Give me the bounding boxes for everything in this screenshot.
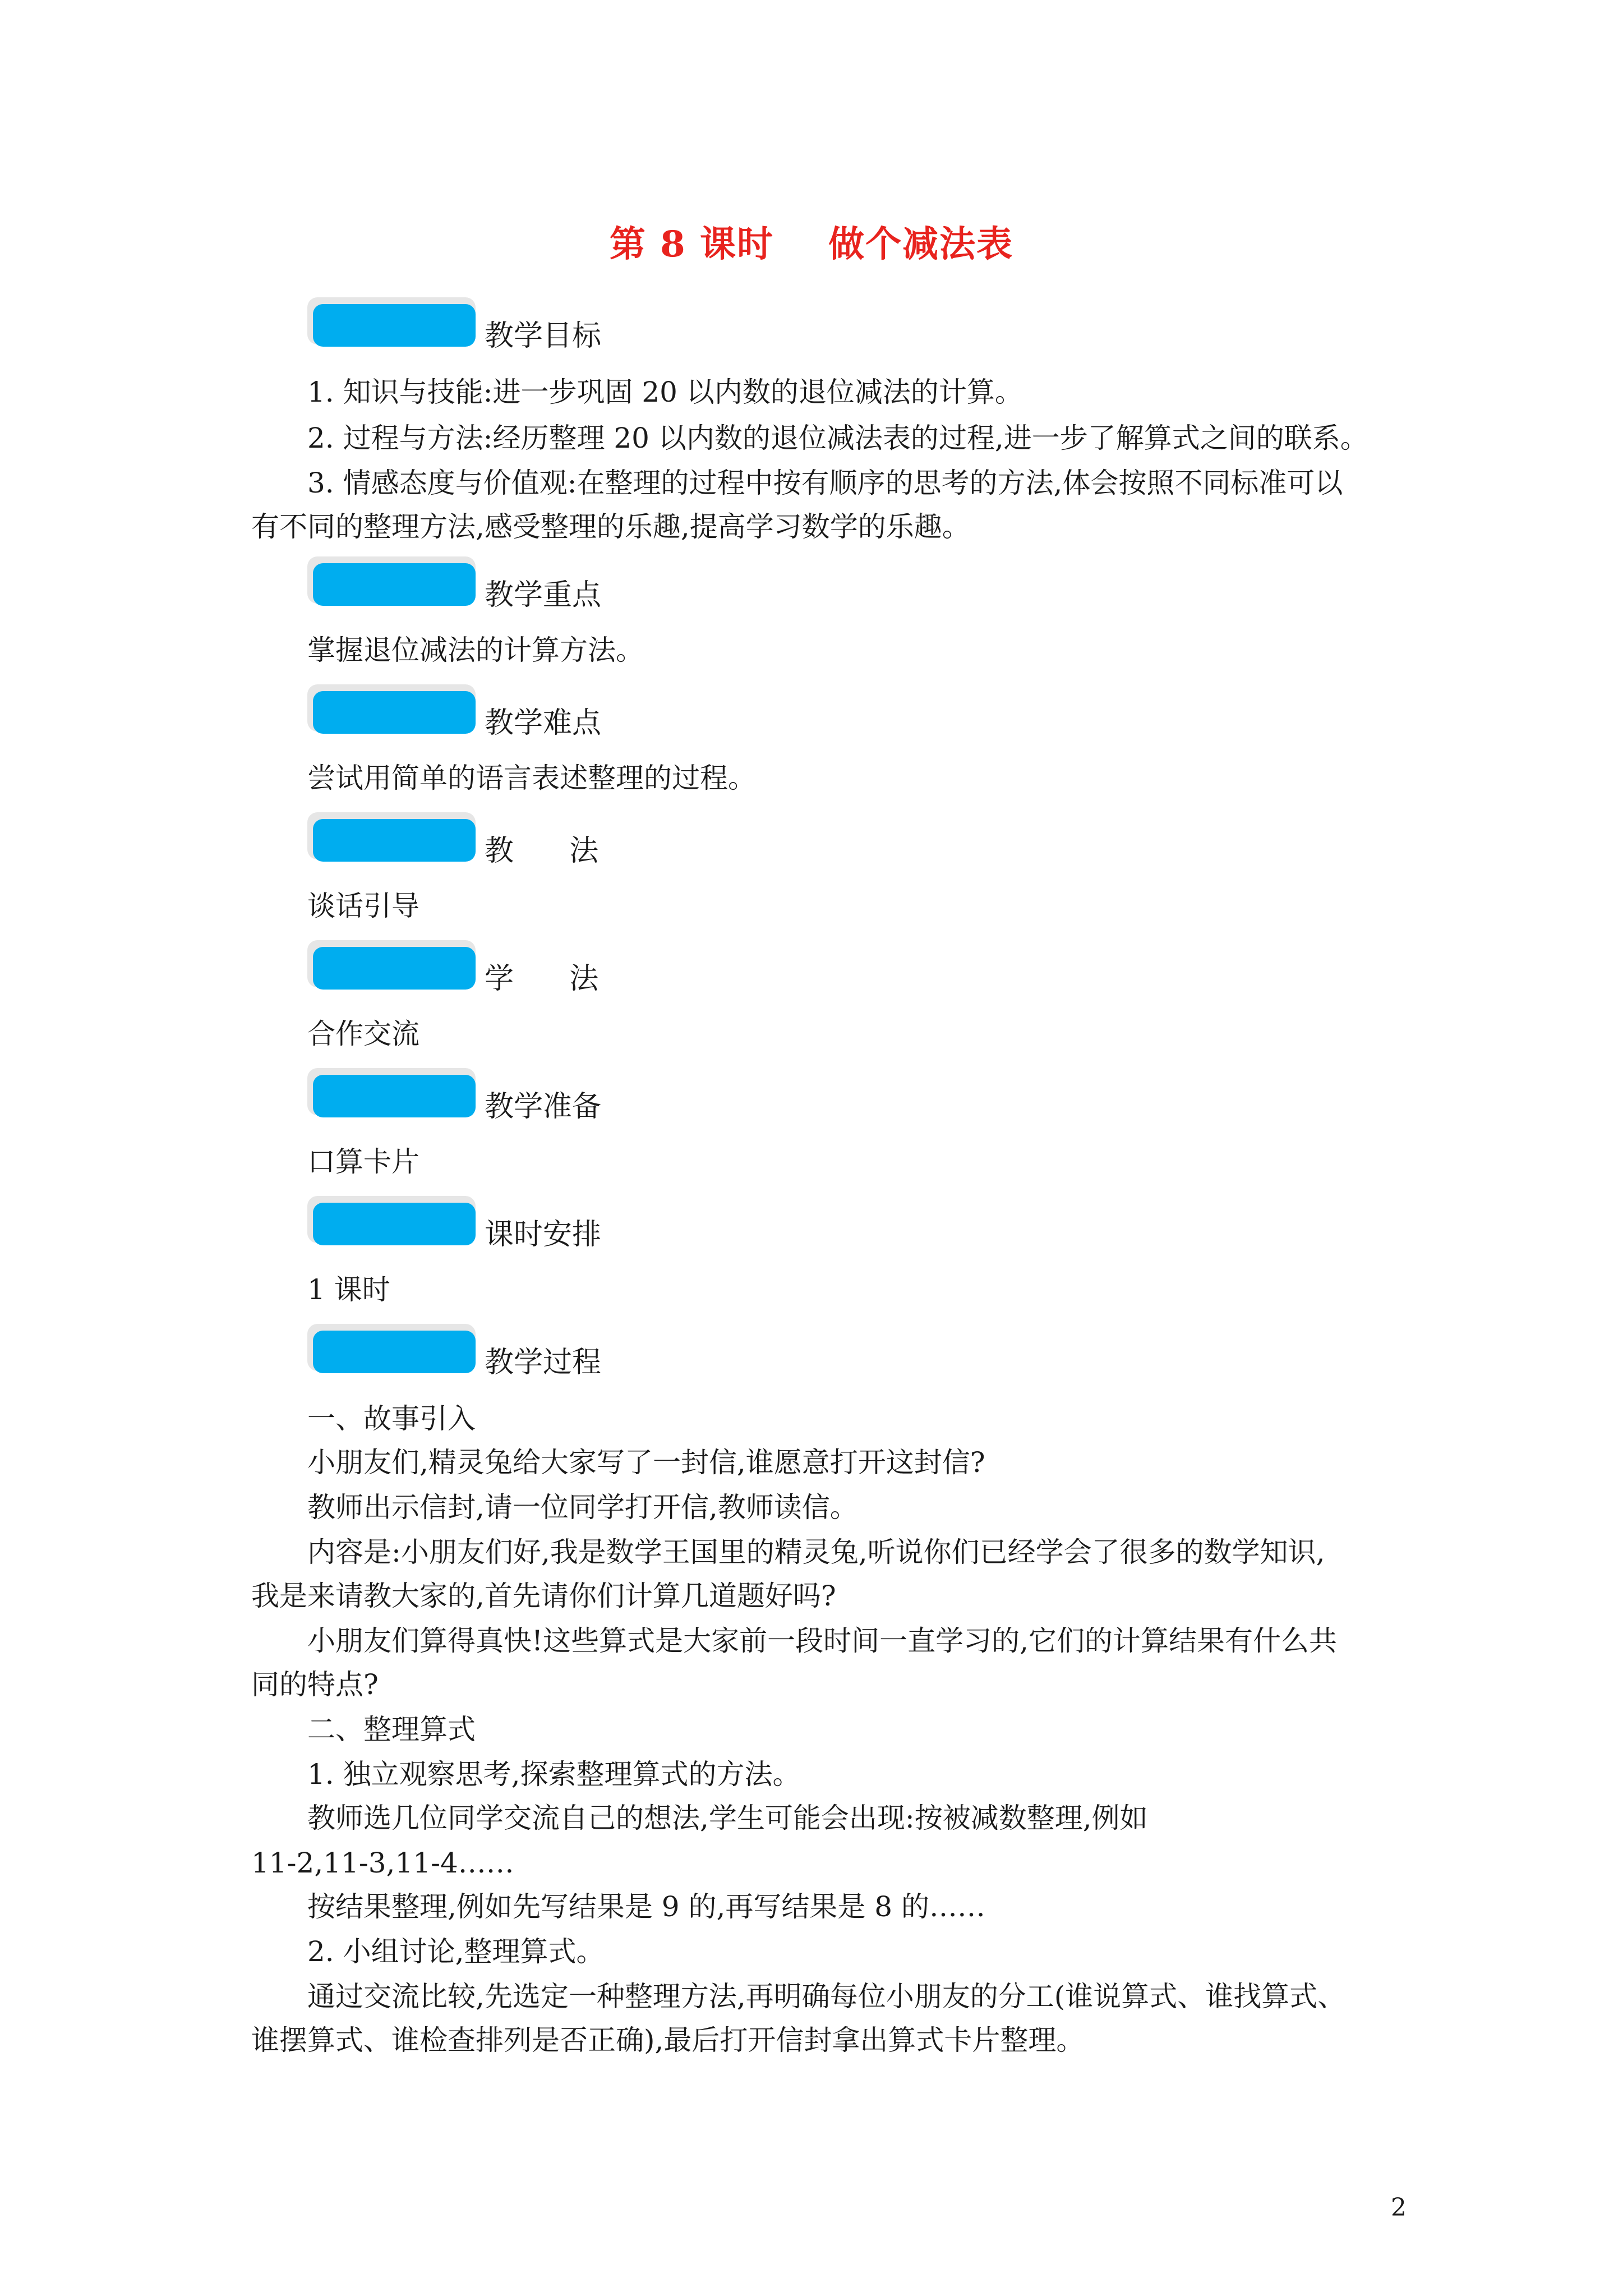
section-header-difficulties bbox=[307, 684, 644, 752]
process-line: 教师选几位同学交流自己的想法,学生可能会出现:按被减数整理,例如 bbox=[307, 1802, 1148, 1834]
section-tag bbox=[307, 297, 476, 344]
process-line: 11-2,11-3,11-4…… bbox=[251, 1847, 514, 1879]
section-tag bbox=[307, 1196, 476, 1243]
learning-method-text: 合作交流 bbox=[307, 1018, 419, 1050]
process-line: 内容是:小朋友们好,我是数学王国里的精灵兔,听说你们已经学会了很多的数学知识, bbox=[307, 1536, 1325, 1568]
section-header-learning-method bbox=[307, 940, 644, 1007]
section-label: 教学过程 bbox=[485, 1346, 602, 1379]
schedule-text: 1 课时 bbox=[307, 1273, 390, 1306]
process-line: 通过交流比较,先选定一种整理方法,再明确每位小朋友的分工(谁说算式、谁找算式、 bbox=[307, 1980, 1346, 2013]
section-tag bbox=[307, 812, 476, 859]
process-line: 按结果整理,例如先写结果是 9 的,再写结果是 8 的…… bbox=[307, 1890, 985, 1923]
section-label: 教学准备 bbox=[485, 1090, 602, 1124]
page-title: 第 8 课时 做个减法表 bbox=[609, 223, 1014, 265]
teaching-method-text: 谈话引导 bbox=[307, 890, 419, 922]
process-line: 一、故事引入 bbox=[307, 1402, 476, 1435]
section-header-key-points bbox=[307, 556, 644, 624]
section-tag bbox=[307, 1324, 476, 1371]
difficulties-text: 尝试用简单的语言表述整理的过程。 bbox=[307, 762, 756, 794]
process-line: 小朋友们算得真快!这些算式是大家前一段时间一直学习的,它们的计算结果有什么共 bbox=[307, 1625, 1337, 1657]
section-label: 课时安排 bbox=[485, 1218, 602, 1251]
section-header-preparation bbox=[307, 1068, 644, 1135]
section-tag bbox=[307, 940, 476, 987]
section-header-schedule bbox=[307, 1196, 644, 1263]
process-line: 小朋友们,精灵兔给大家写了一封信,谁愿意打开这封信? bbox=[307, 1446, 985, 1479]
section-header-process bbox=[307, 1324, 644, 1391]
section-label: 教学重点 bbox=[485, 578, 602, 612]
objective-item: 有不同的整理方法,感受整理的乐趣,提高学习数学的乐趣。 bbox=[251, 510, 970, 543]
section-label: 教学难点 bbox=[485, 706, 602, 740]
objective-item: 2. 过程与方法:经历整理 20 以内数的退位减法表的过程,进一步了解算式之间的联系。 bbox=[307, 422, 1368, 454]
section-tag bbox=[307, 1068, 476, 1115]
process-line: 二、整理算式 bbox=[307, 1713, 476, 1746]
section-label: 学 法 bbox=[485, 962, 599, 996]
process-line: 我是来请教大家的,首先请你们计算几道题好吗? bbox=[251, 1580, 836, 1612]
preparation-text: 口算卡片 bbox=[307, 1145, 419, 1178]
process-line: 谁摆算式、谁检查排列是否正确),最后打开信封拿出算式卡片整理。 bbox=[251, 2024, 1085, 2056]
section-header-teaching-method bbox=[307, 812, 644, 880]
page-number: 2 bbox=[1391, 2193, 1407, 2222]
section-label: 教学目标 bbox=[485, 319, 602, 353]
section-header-objectives bbox=[307, 297, 644, 365]
process-line: 同的特点? bbox=[251, 1668, 379, 1701]
section-tag bbox=[307, 684, 476, 731]
section-label: 教 法 bbox=[485, 834, 599, 868]
section-tag bbox=[307, 556, 476, 604]
process-line: 2. 小组讨论,整理算式。 bbox=[307, 1935, 605, 1968]
key-points-text: 掌握退位减法的计算方法。 bbox=[307, 634, 644, 666]
objective-item: 3. 情感态度与价值观:在整理的过程中按有顺序的思考的方法,体会按照不同标准可以 bbox=[307, 467, 1343, 499]
process-line: 教师出示信封,请一位同学打开信,教师读信。 bbox=[307, 1491, 858, 1524]
objective-item: 1. 知识与技能:进一步巩固 20 以内数的退位减法的计算。 bbox=[307, 376, 1023, 408]
process-line: 1. 独立观察思考,探索整理算式的方法。 bbox=[307, 1758, 801, 1791]
